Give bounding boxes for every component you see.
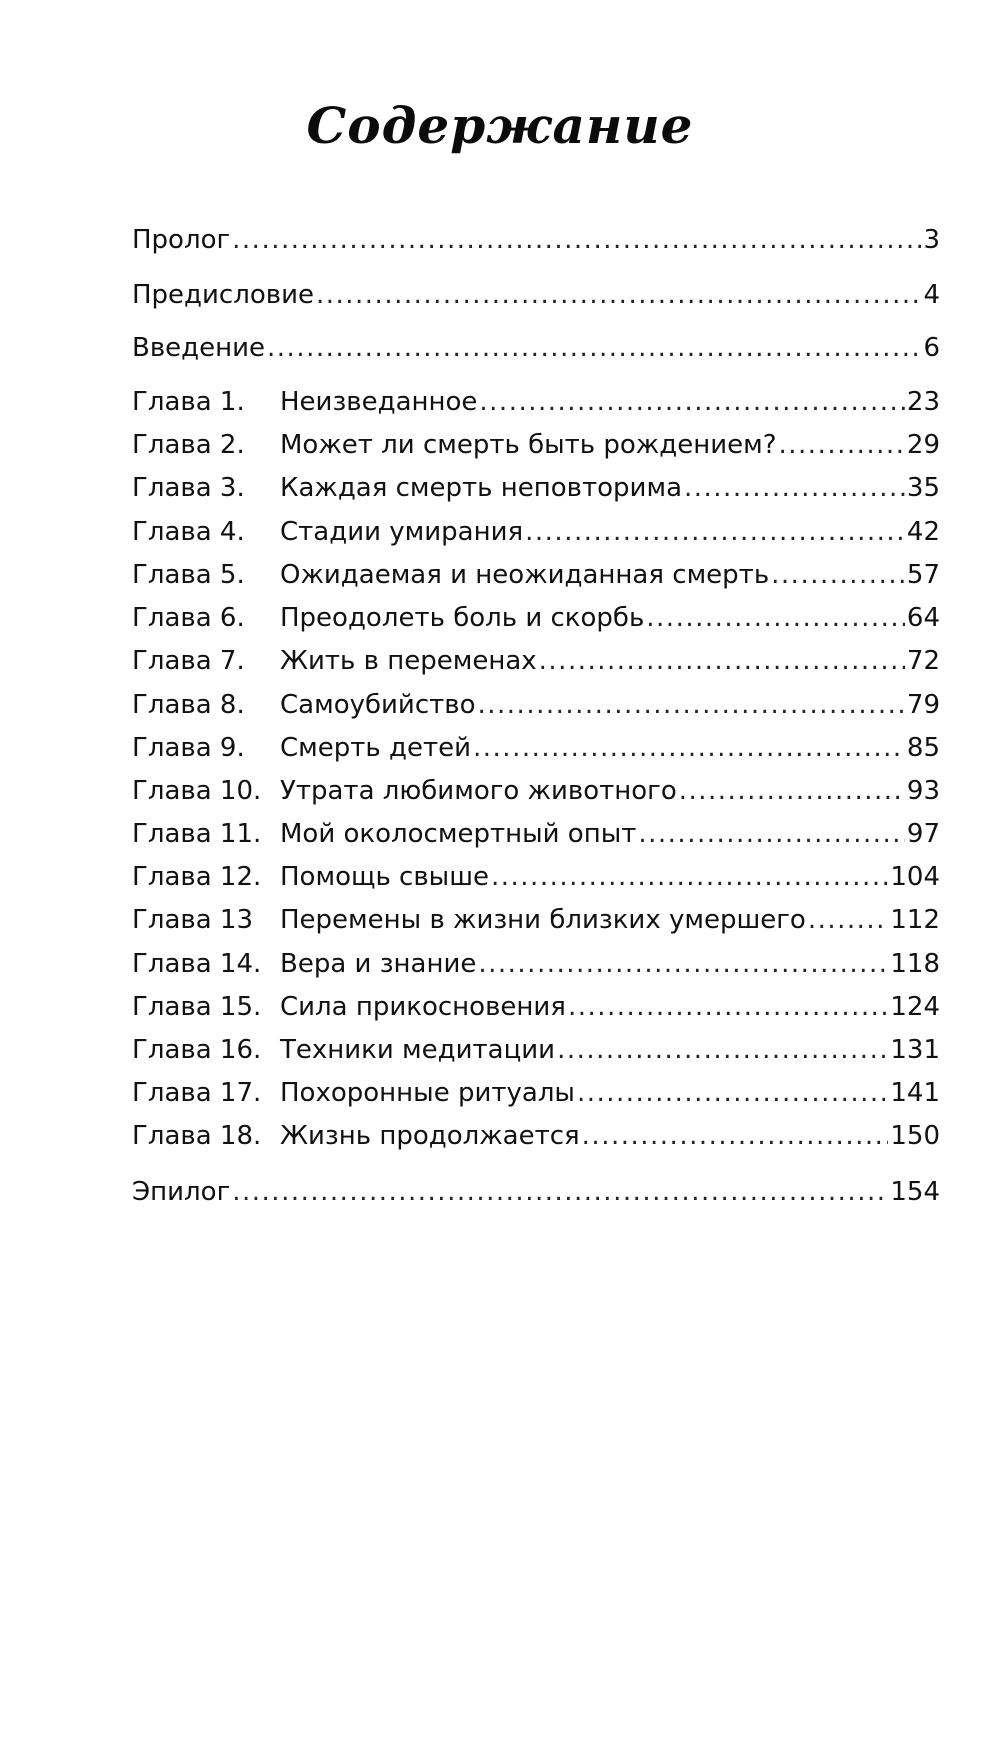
toc-entry-page: 3 bbox=[923, 225, 940, 255]
toc-entry-page: 6 bbox=[923, 333, 940, 363]
toc-entry-chapter[interactable] bbox=[132, 555, 940, 595]
chapter-page: 104 bbox=[890, 862, 940, 892]
chapter-page: 64 bbox=[906, 603, 940, 633]
toc-entry-chapter[interactable] bbox=[132, 1030, 940, 1070]
toc-entry-chapter[interactable] bbox=[132, 857, 940, 897]
chapter-title: Самоубийство bbox=[280, 690, 476, 720]
dot-leader bbox=[771, 555, 905, 595]
toc-entry-title: Предисловие bbox=[132, 280, 314, 310]
chapter-label: Глава 17. bbox=[132, 1078, 262, 1108]
chapter-label: Глава 10. bbox=[132, 776, 262, 806]
chapter-page: 124 bbox=[890, 992, 940, 1022]
dot-leader bbox=[539, 641, 905, 681]
toc-entry-chapter[interactable] bbox=[132, 382, 940, 422]
chapter-label: Глава 2. bbox=[132, 430, 245, 460]
dot-leader bbox=[232, 220, 921, 260]
chapter-page: 93 bbox=[906, 776, 940, 806]
chapter-label: Глава 5. bbox=[132, 560, 245, 590]
dot-leader bbox=[568, 987, 888, 1027]
chapter-title: Может ли смерть быть рождением? bbox=[280, 430, 777, 460]
chapter-page: 57 bbox=[906, 560, 940, 590]
chapter-label: Глава 13 bbox=[132, 905, 254, 935]
dot-leader bbox=[638, 814, 905, 854]
chapter-title: Техники медитации bbox=[280, 1035, 556, 1065]
dot-leader bbox=[232, 1172, 888, 1212]
toc-entry-chapter[interactable] bbox=[132, 1073, 940, 1113]
toc-entry-title: Эпилог bbox=[132, 1177, 231, 1207]
chapter-title: Жизнь продолжается bbox=[280, 1121, 580, 1151]
chapter-label: Глава 1. bbox=[132, 387, 245, 417]
chapter-label: Глава 9. bbox=[132, 733, 245, 763]
dot-leader bbox=[684, 468, 905, 508]
toc-entry-chapter[interactable] bbox=[132, 900, 940, 940]
chapter-page: 118 bbox=[890, 949, 940, 979]
dot-leader bbox=[582, 1116, 889, 1156]
chapter-page: 72 bbox=[906, 646, 940, 676]
chapter-title: Похоронные ритуалы bbox=[280, 1078, 575, 1108]
toc-entry-chapter[interactable] bbox=[132, 987, 940, 1027]
dot-leader bbox=[479, 382, 905, 422]
chapter-title: Стадии умирания bbox=[280, 517, 524, 547]
toc-entry-chapter[interactable] bbox=[132, 468, 940, 508]
toc-entry-chapter[interactable] bbox=[132, 512, 940, 552]
dot-leader bbox=[646, 598, 905, 638]
toc-entry-title: Введение bbox=[132, 333, 266, 363]
toc-entry-chapter[interactable] bbox=[132, 641, 940, 681]
chapter-page: 112 bbox=[890, 905, 940, 935]
toc-entry-title: Пролог bbox=[132, 225, 231, 255]
chapter-title: Смерть детей bbox=[280, 733, 472, 763]
chapter-page: 79 bbox=[906, 690, 940, 720]
toc-entry-chapter[interactable] bbox=[132, 1116, 940, 1156]
toc-entry-page: 4 bbox=[923, 280, 940, 310]
toc-entry-epilogue[interactable] bbox=[132, 1172, 940, 1212]
chapter-title: Вера и знание bbox=[280, 949, 477, 979]
dot-leader bbox=[577, 1073, 888, 1113]
chapter-page: 42 bbox=[906, 517, 940, 547]
chapter-label: Глава 18. bbox=[132, 1121, 262, 1151]
dot-leader bbox=[267, 328, 921, 368]
toc-entry-chapter[interactable] bbox=[132, 425, 940, 465]
toc-entry-page: 154 bbox=[890, 1177, 940, 1207]
chapter-title: Преодолеть боль и скорбь bbox=[280, 603, 645, 633]
chapter-label: Глава 14. bbox=[132, 949, 262, 979]
toc-entry-prologue[interactable] bbox=[132, 220, 940, 260]
chapter-page: 23 bbox=[906, 387, 940, 417]
dot-leader bbox=[478, 944, 888, 984]
chapter-label: Глава 12. bbox=[132, 862, 262, 892]
chapter-page: 97 bbox=[906, 819, 940, 849]
chapter-title: Сила прикосновения bbox=[280, 992, 566, 1022]
chapter-title: Жить в переменах bbox=[280, 646, 537, 676]
chapter-title: Неизведанное bbox=[280, 387, 478, 417]
dot-leader bbox=[473, 728, 905, 768]
toc-entry-chapter[interactable] bbox=[132, 814, 940, 854]
chapter-label: Глава 16. bbox=[132, 1035, 262, 1065]
dot-leader bbox=[808, 900, 889, 940]
chapter-title: Ожидаемая и неожиданная смерть bbox=[280, 560, 770, 590]
chapter-title: Помощь свыше bbox=[280, 862, 489, 892]
chapter-label: Глава 6. bbox=[132, 603, 245, 633]
dot-leader bbox=[679, 771, 905, 811]
chapter-title: Мой околосмертный опыт bbox=[280, 819, 637, 849]
chapter-label: Глава 7. bbox=[132, 646, 245, 676]
toc-entry-preface[interactable] bbox=[132, 275, 940, 315]
dot-leader bbox=[491, 857, 888, 897]
dot-leader bbox=[478, 685, 905, 725]
chapter-title: Утрата любимого животного bbox=[280, 776, 677, 806]
toc-entry-chapter[interactable] bbox=[132, 771, 940, 811]
dot-leader bbox=[557, 1030, 888, 1070]
chapter-label: Глава 15. bbox=[132, 992, 262, 1022]
toc-entry-chapter[interactable] bbox=[132, 944, 940, 984]
dot-leader bbox=[525, 512, 905, 552]
chapter-page: 141 bbox=[890, 1078, 940, 1108]
toc-entry-chapter[interactable] bbox=[132, 728, 940, 768]
chapter-page: 131 bbox=[890, 1035, 940, 1065]
chapter-page: 35 bbox=[906, 473, 940, 503]
chapter-label: Глава 8. bbox=[132, 690, 245, 720]
dot-leader bbox=[779, 425, 905, 465]
chapter-label: Глава 11. bbox=[132, 819, 262, 849]
chapter-label: Глава 3. bbox=[132, 473, 245, 503]
toc-entry-chapter[interactable] bbox=[132, 685, 940, 725]
chapter-page: 85 bbox=[906, 733, 940, 763]
chapter-title: Каждая смерть неповторима bbox=[280, 473, 682, 503]
dot-leader bbox=[316, 275, 921, 315]
page-title: Содержание bbox=[306, 95, 694, 155]
chapter-page: 150 bbox=[890, 1121, 940, 1151]
chapter-page: 29 bbox=[906, 430, 940, 460]
chapter-title: Перемены в жизни близких умершего bbox=[280, 905, 806, 935]
toc-entry-chapter[interactable] bbox=[132, 598, 940, 638]
toc-entry-introduction[interactable] bbox=[132, 328, 940, 368]
chapter-label: Глава 4. bbox=[132, 517, 245, 547]
